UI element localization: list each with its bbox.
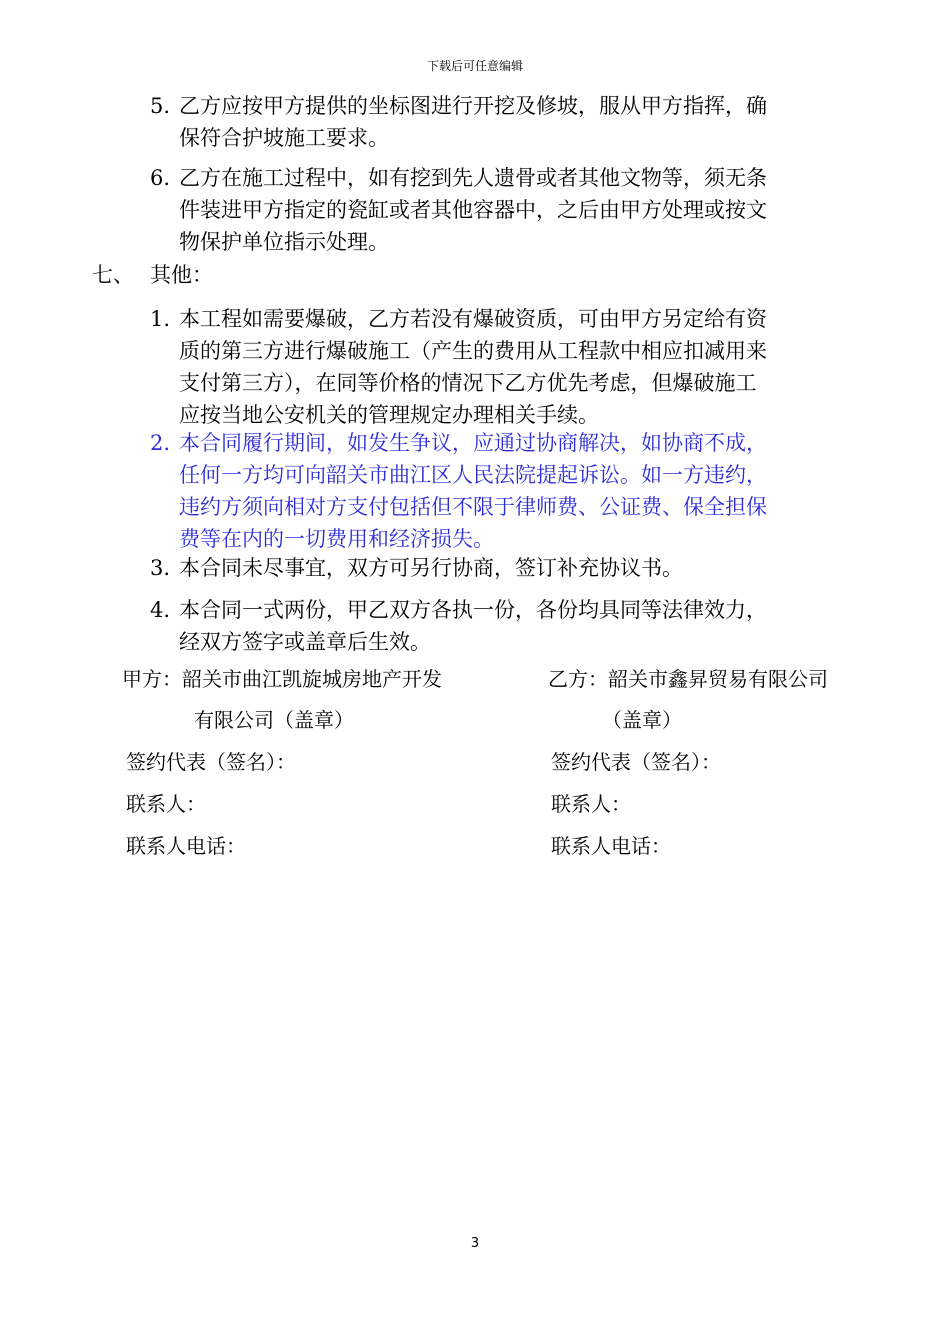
clause-text-line: 经双方签字或盖章后生效。 (179, 630, 431, 654)
clause-text-line: 质的第三方进行爆破施工（产生的费用从工程款中相应扣减用来 (179, 339, 767, 363)
clause-item-7-3 (150, 552, 850, 584)
clause-text-line: 保符合护坡施工要求。 (179, 126, 389, 150)
party-b-phone: 联系人电话： (551, 834, 671, 858)
clause-text-line: 物保护单位指示处理。 (179, 230, 389, 254)
clause-text-line: 违约方须向相对方支付包括但不限于律师费、公证费、保全担保 (179, 495, 767, 519)
party-a-phone: 联系人电话： (126, 834, 246, 858)
clause-number: 6. (150, 166, 171, 190)
clause-text-line: 本合同未尽事宜，双方可另行协商，签订补充协议书。 (179, 556, 683, 580)
clause-text-line: 乙方在施工过程中，如有挖到先人遗骨或者其他文物等，须无条 (179, 166, 767, 190)
clause-item-6 (150, 162, 850, 258)
party-a-contact: 联系人： (126, 792, 206, 816)
clause-item-7-2 (150, 427, 850, 555)
clause-item-7-4 (150, 594, 850, 658)
section-heading-7 (92, 259, 213, 291)
clause-item-5 (150, 90, 850, 154)
page-header: 下载后可任意编辑 (426, 59, 523, 73)
clause-item-7-1 (150, 303, 850, 431)
clause-text-line: 应按当地公安机关的管理规定办理相关手续。 (179, 403, 599, 427)
party-a-name: 甲方：韶关市曲江凯旋城房地产开发 (122, 667, 442, 691)
party-b-representative: 签约代表（签名）： (551, 750, 721, 774)
clause-text-line: 费等在内的一切费用和经济损失。 (179, 527, 494, 551)
party-b-name-cont: （盖章） (602, 708, 682, 732)
clause-number: 5. (150, 94, 171, 118)
section-title: 其他： (150, 263, 213, 287)
party-b-name: 乙方：韶关市鑫昇贸易有限公司 (548, 667, 828, 691)
clause-text-line: 乙方应按甲方提供的坐标图进行开挖及修坡，服从甲方指挥，确 (179, 94, 767, 118)
party-a-name-cont: 有限公司（盖章） (194, 708, 354, 732)
clause-text-line: 件装进甲方指定的瓷缸或者其他容器中，之后由甲方处理或按文 (179, 198, 767, 222)
clause-text-line: 任何一方均可向韶关市曲江区人民法院提起诉讼。如一方违约， (179, 463, 767, 487)
clause-number: 4. (150, 598, 171, 622)
section-number: 七、 (92, 263, 134, 287)
clause-text-line: 本合同履行期间，如发生争议，应通过协商解决，如协商不成， (179, 431, 767, 455)
clause-number: 3. (150, 556, 171, 580)
page-number: 3 (470, 1236, 480, 1251)
clause-text-line: 本工程如需要爆破，乙方若没有爆破资质，可由甲方另定给有资 (179, 307, 767, 331)
party-b-contact: 联系人： (551, 792, 631, 816)
clause-text-line: 支付第三方），在同等价格的情况下乙方优先考虑，但爆破施工 (179, 371, 757, 395)
clause-text-line: 本合同一式两份，甲乙双方各执一份，各份均具同等法律效力， (179, 598, 767, 622)
party-a-representative: 签约代表（签名）： (126, 750, 296, 774)
clause-number: 1. (150, 307, 171, 331)
clause-number: 2. (150, 431, 171, 455)
